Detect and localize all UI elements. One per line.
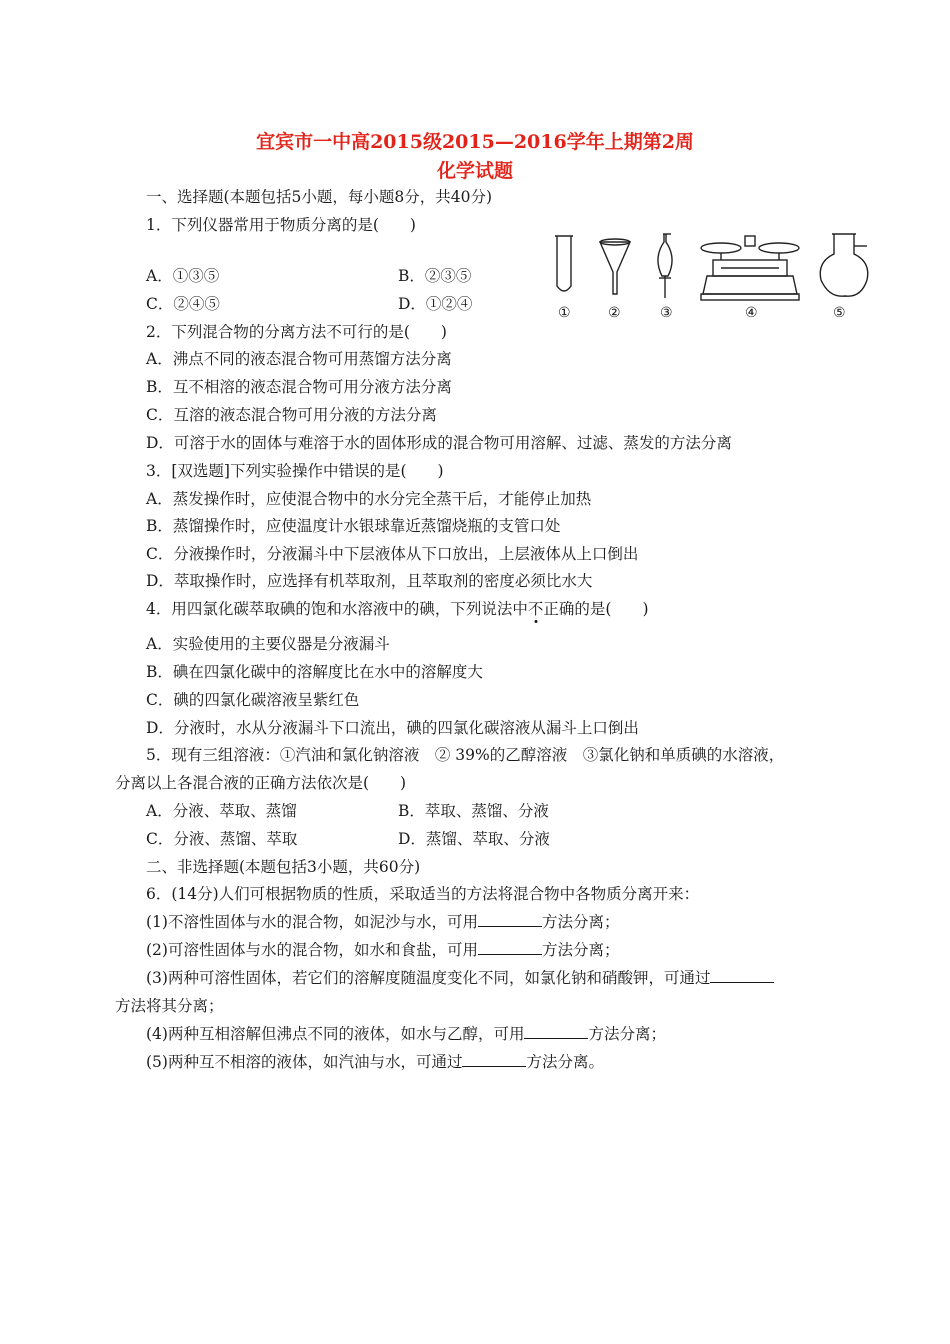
q3-stem: 3．[双选题]下列实验操作中错误的是( ) [146, 462, 444, 480]
figure-label-3: ③ [660, 305, 673, 321]
test-tube-icon [555, 236, 573, 291]
q5-option-a: A．分液、萃取、蒸馏 [146, 802, 297, 820]
q1-option-b: B．②③⑤ [398, 267, 472, 285]
q3-option-b: B．蒸馏操作时，应使温度计水银球靠近蒸馏烧瓶的支管口处 [146, 517, 561, 535]
funnel-icon [600, 239, 630, 294]
answer-blank[interactable] [462, 1052, 526, 1067]
answer-blank[interactable] [478, 912, 542, 927]
q5-option-c: C．分液、蒸馏、萃取 [146, 830, 298, 848]
q6-part-2-text: (2)可溶性固体与水的混合物，如水和食盐，可用 [146, 941, 478, 959]
q6-part-5-text: (5)两种互不相溶的液体，如汽油与水，可通过 [146, 1053, 463, 1071]
exam-title: 宜宾市一中高2015级2015—2016学年上期第2周 [256, 131, 694, 153]
q1-option-c: C．②④⑤ [146, 295, 220, 313]
figure-label-4: ④ [745, 305, 758, 321]
exam-subtitle: 化学试题 [436, 160, 513, 182]
q6-part-5 [146, 1050, 604, 1072]
q4-stem-pre: 4．用四氯化碳萃取碘的饱和水溶液中的碘，下列说法中 [146, 600, 528, 618]
q4-stem-post: 正确的是( ) [543, 600, 649, 618]
q6-part-4-suffix: 方法分离； [588, 1025, 666, 1043]
q1-stem: 1．下列仪器常用于物质分离的是( ) [146, 216, 416, 234]
answer-blank[interactable] [710, 968, 774, 983]
q6-part-4-text: (4)两种互相溶解但沸点不同的液体，如水与乙醇，可用 [146, 1025, 525, 1043]
q4-stem [146, 597, 649, 619]
q2-option-a: A．沸点不同的液态混合物可用蒸馏方法分离 [146, 350, 452, 368]
q6-part-1-text: (1)不溶性固体与水的混合物，如泥沙与水，可用 [146, 913, 478, 931]
q6-part-1 [146, 910, 619, 932]
q5-option-d: D．蒸馏、萃取、分液 [398, 830, 550, 848]
q2-option-b: B．互不相溶的液态混合物可用分液方法分离 [146, 378, 452, 396]
q5-stem-line1: 5．现有三组溶液：①汽油和氯化钠溶液 ② 39%的乙醇溶液 ③氯化钠和单质碘的水溶液， [146, 746, 785, 764]
q5-stem-line2: 分离以上各混合液的正确方法依次是( ) [115, 774, 407, 792]
figure-label-5: ⑤ [833, 305, 846, 321]
q2-stem: 2．下列混合物的分离方法不可行的是( ) [146, 323, 447, 341]
answer-blank[interactable] [524, 1024, 588, 1039]
answer-blank[interactable] [478, 940, 542, 955]
section-1-heading: 一、选择题(本题包括5小题，每小题8分，共40分) [146, 188, 493, 206]
q4-option-b: B．碘在四氯化碳中的溶解度比在水中的溶解度大 [146, 663, 483, 681]
q6-part-3-text: (3)两种可溶性固体，若它们的溶解度随温度变化不同，如氯化钠和硝酸钾，可通过 [146, 969, 711, 987]
q4-option-d: D．分液时，水从分液漏斗下口流出，碘的四氯化碳溶液从漏斗上口倒出 [146, 719, 639, 737]
q2-option-d: D．可溶于水的固体与难溶于水的固体形成的混合物可用溶解、过滤、蒸发的方法分离 [146, 434, 732, 452]
balance-icon [701, 236, 799, 300]
q6-part-5-suffix: 方法分离。 [526, 1053, 604, 1071]
q6-part-3 [146, 966, 774, 988]
q2-option-c: C．互溶的液态混合物可用分液的方法分离 [146, 406, 437, 424]
lab-apparatus-figure [545, 228, 880, 328]
figure-label-1: ① [558, 305, 571, 321]
q4-option-c: C．碘的四氯化碳溶液呈紫红色 [146, 691, 360, 709]
q5-option-b: B．萃取、蒸馏、分液 [398, 802, 549, 820]
q6-part-2 [146, 938, 619, 960]
q3-option-c: C．分液操作时，分液漏斗中下层液体从下口放出，上层液体从上口倒出 [146, 545, 639, 563]
q3-option-a: A．蒸发操作时，应使混合物中的水分完全蒸干后，才能停止加热 [146, 490, 592, 508]
q6-part-2-suffix: 方法分离； [541, 941, 620, 959]
figure-label-2: ② [608, 305, 621, 321]
q6-part-4 [146, 1022, 666, 1044]
q1-option-a: A．①③⑤ [146, 267, 220, 285]
q4-emphasis: 不 [527, 600, 544, 618]
q6-part-1-suffix: 方法分离； [541, 913, 620, 931]
q3-option-d: D．萃取操作时，应选择有机萃取剂，且萃取剂的密度必须比水大 [146, 572, 593, 590]
section-2-heading: 二、非选择题(本题包括3小题，共60分) [146, 858, 421, 876]
round-bottom-flask-icon [820, 234, 868, 296]
q6-stem: 6．(14分)人们可根据物质的性质，采取适当的方法将混合物中各物质分离开来： [146, 885, 700, 903]
q1-option-d: D．①②④ [398, 295, 473, 313]
separatory-funnel-icon [658, 234, 672, 298]
q4-option-a: A．实验使用的主要仪器是分液漏斗 [146, 635, 390, 653]
q6-part-3-suffix: 方法将其分离； [115, 997, 224, 1015]
